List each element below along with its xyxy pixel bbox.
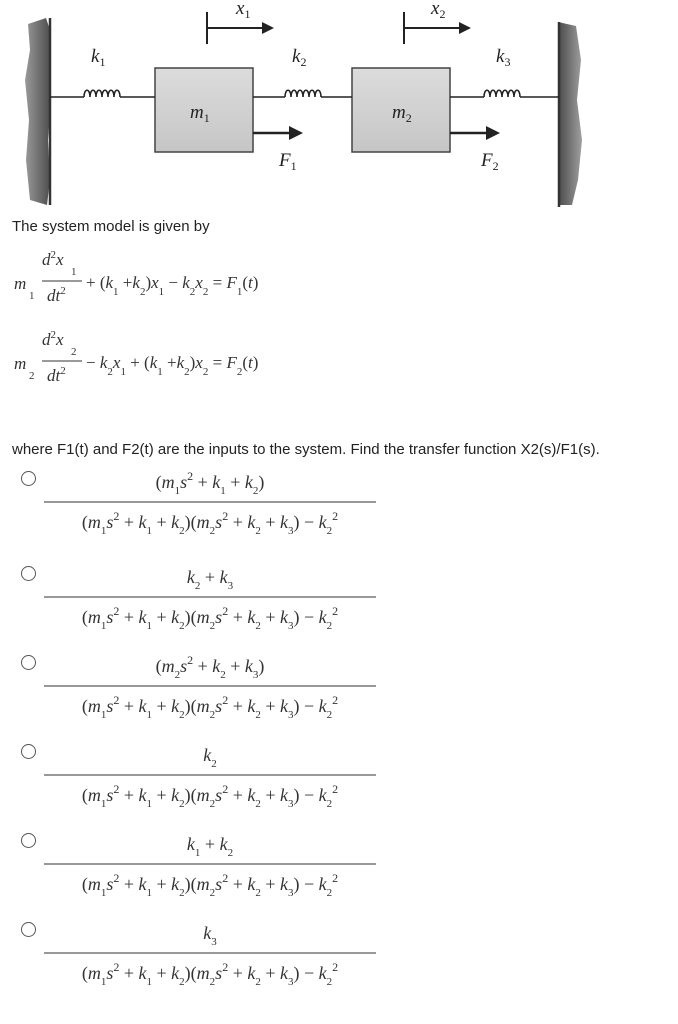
label-x2: $x_2$ xyxy=(431,0,446,21)
answer-option-6[interactable] xyxy=(40,913,390,985)
answer-denominator: $(m_1s^2 + k_1 + k_2)(m_2s^2 + k_2 + k_3) - k_2^2$ xyxy=(81,604,339,629)
svg-text:dt2: $dt^2$ xyxy=(47,365,66,385)
label-k3: $k_3$ xyxy=(496,46,511,69)
label-F1: $F_1$ xyxy=(279,150,297,173)
answer-radio-6[interactable] xyxy=(21,922,36,937)
answer-radio-2[interactable] xyxy=(21,566,36,581)
svg-text:1: 1 xyxy=(71,266,77,278)
spring-k1 xyxy=(50,90,155,97)
answer-radio-4[interactable] xyxy=(21,744,36,759)
answer-numerator: $k_1 + k_2$ xyxy=(186,834,234,859)
spring-k3 xyxy=(450,90,559,97)
answer-option-3[interactable] xyxy=(40,646,390,718)
answer-numerator: $k_3$ xyxy=(203,923,217,948)
answer-numerator: $(m_2s^2 + k_2 + k_3)$ xyxy=(155,653,265,681)
answer-numerator: $k_2$ xyxy=(203,745,217,770)
svg-text:− k2x1 + (k1 +k2)x2 = F2(t): − $k_2x_1 + (k_1 +k_2)x_2 = F_2(t)$ xyxy=(86,353,259,378)
answer-radio-5[interactable] xyxy=(21,833,36,848)
svg-text:dt2: $dt^2$ xyxy=(47,285,66,305)
intro-text: The system model is given by xyxy=(12,218,210,235)
question-text: where F1(t) and F2(t) are the inputs to the system. Find the transfer function X2(s)/F1(s). xyxy=(12,441,600,458)
answer-denominator: $(m_1s^2 + k_1 + k_2)(m_2s^2 + k_2 + k_3) - k_2^2$ xyxy=(81,782,339,807)
answer-radio-1[interactable] xyxy=(21,471,36,486)
label-x1: $x_1$ xyxy=(236,0,251,21)
label-k1: $k_1$ xyxy=(91,46,106,69)
answer-denominator: $(m_1s^2 + k_1 + k_2)(m_2s^2 + k_2 + k_3) - k_2^2$ xyxy=(81,509,339,534)
answer-denominator: $(m_1s^2 + k_1 + k_2)(m_2s^2 + k_2 + k_3) - k_2^2$ xyxy=(81,693,339,718)
mass-spring-diagram xyxy=(0,0,678,215)
svg-text:m: m xyxy=(14,354,27,373)
answer-option-4[interactable] xyxy=(40,735,390,807)
svg-text:2: 2 xyxy=(29,370,35,382)
label-m2: $m_2$ xyxy=(392,102,412,125)
svg-text:2: 2 xyxy=(71,346,77,358)
answer-option-2[interactable] xyxy=(40,557,390,629)
svg-text:m: m xyxy=(14,274,27,293)
svg-text:d2x: $d^2x$ xyxy=(42,329,64,349)
answer-numerator: $(m_1s^2 + k_1 + k_2)$ xyxy=(155,469,265,497)
answer-option-1[interactable] xyxy=(40,462,390,534)
spring-k2 xyxy=(253,90,352,97)
left-wall xyxy=(25,18,51,205)
label-m1: $m_1$ xyxy=(190,102,210,125)
F2-arrow xyxy=(450,126,500,140)
equation-1 xyxy=(0,245,400,315)
F1-arrow xyxy=(253,126,303,140)
mass-1-block xyxy=(155,68,253,152)
svg-text:d2x: $d^2x$ xyxy=(42,249,64,269)
answer-numerator: $k_2 + k_3$ xyxy=(186,567,234,592)
svg-text:1: 1 xyxy=(29,290,35,302)
answer-denominator: $(m_1s^2 + k_1 + k_2)(m_2s^2 + k_2 + k_3) - k_2^2$ xyxy=(81,871,339,896)
right-wall xyxy=(558,22,582,207)
answer-denominator: $(m_1s^2 + k_1 + k_2)(m_2s^2 + k_2 + k_3) - k_2^2$ xyxy=(81,960,339,985)
label-k2: $k_2$ xyxy=(292,46,307,69)
answer-radio-3[interactable] xyxy=(21,655,36,670)
svg-text:+ (k1 +k2)x1 − k2x2 = F1(t): + $(k_1 +k_2)x_1 - k_2x_2 = F_1(t)$ xyxy=(86,273,259,298)
label-F2: $F_2$ xyxy=(481,150,499,173)
equation-2 xyxy=(0,325,400,395)
answer-option-5[interactable] xyxy=(40,824,390,896)
